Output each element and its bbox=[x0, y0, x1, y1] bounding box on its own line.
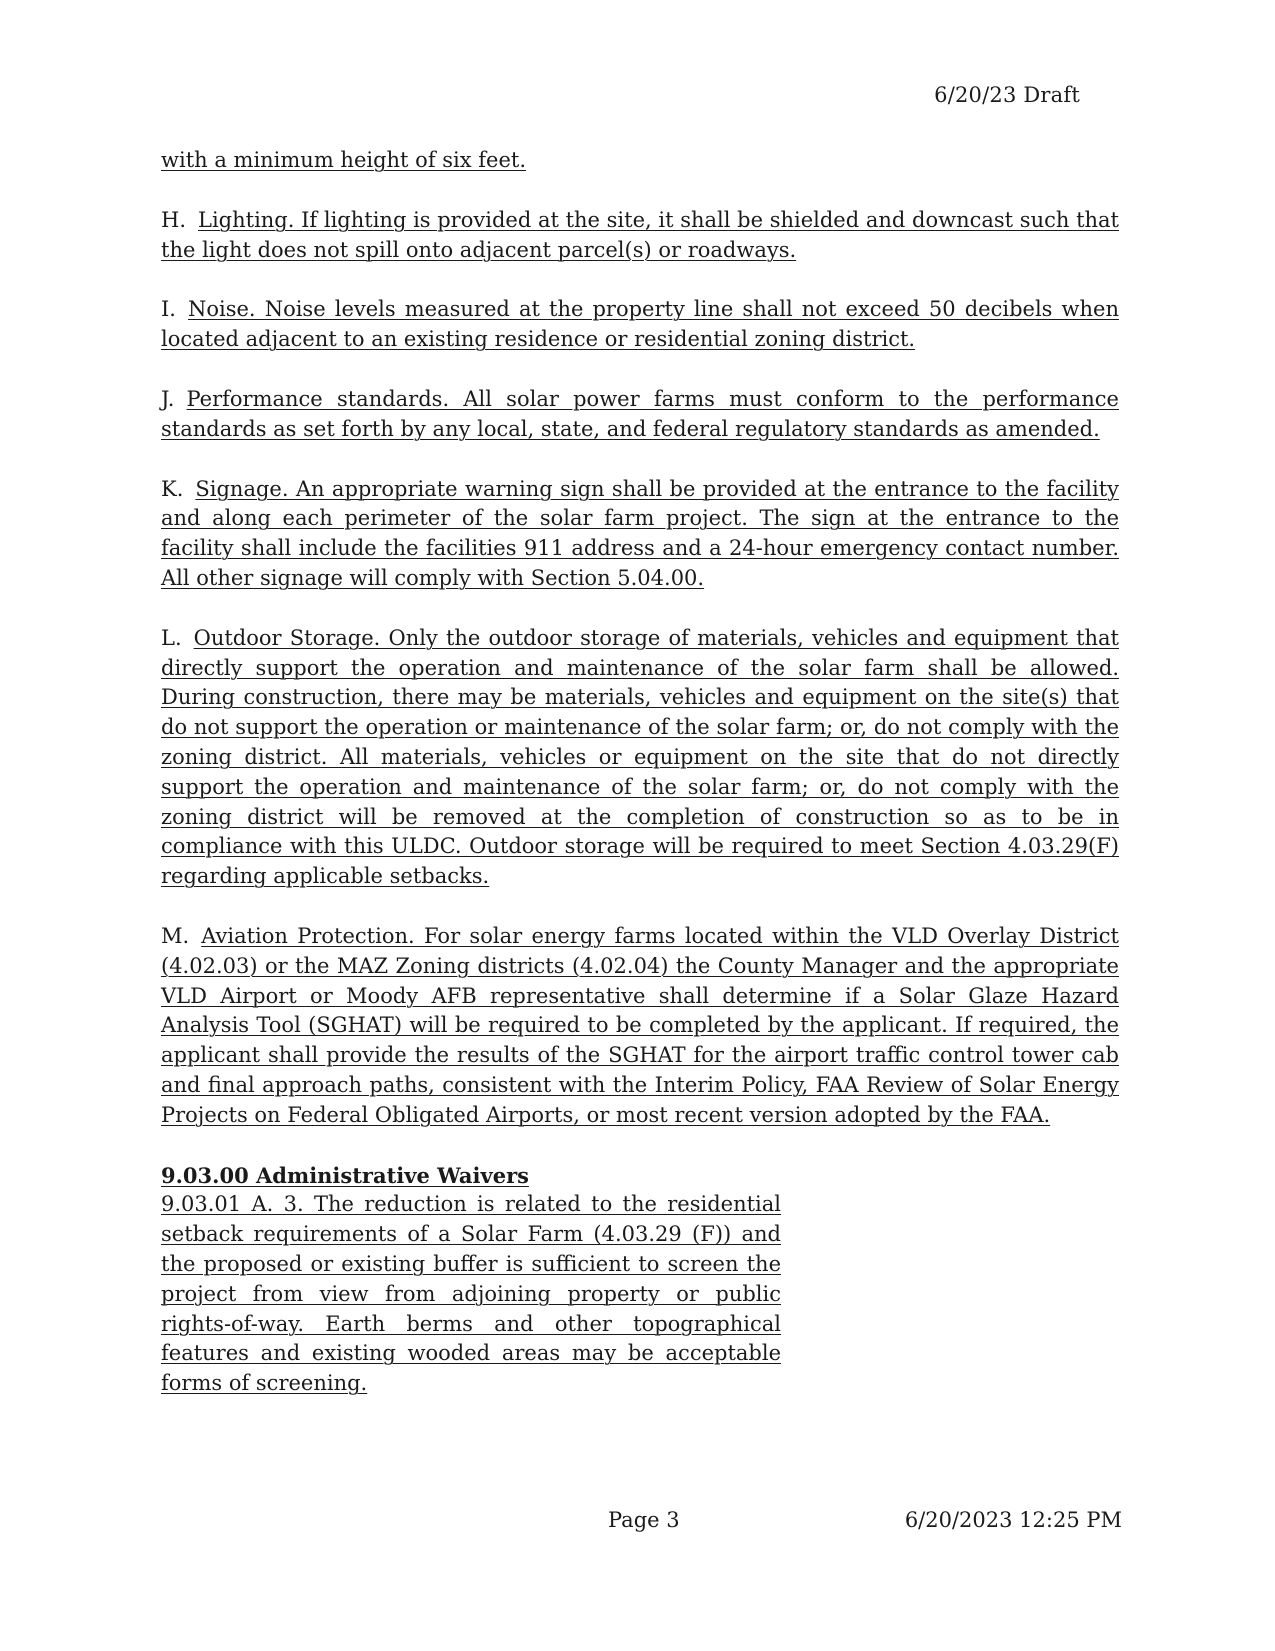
paragraph-j-performance bbox=[161, 385, 1119, 445]
waiver-text: 9.03.01 A. 3. The reduction is related to the residential setback requirements of a Solar Farm (4.03.29 (F)) and the proposed or existing buffer is sufficient to screen the project from view from adjoining property or public rights-of-way. Earth berms and other topographical features and existing wooded areas may be acceptable forms of screening. bbox=[161, 1192, 781, 1396]
paragraph-text: with a minimum height of six feet. bbox=[161, 148, 527, 172]
paragraph-text: Lighting. If lighting is provided at the site, it shall be shielded and downcast such that the light does not spill onto adjacent parcel(s) or roadways. bbox=[161, 207, 1119, 262]
page-number: Page 3 bbox=[608, 1508, 680, 1532]
paragraph-k-signage bbox=[161, 475, 1119, 594]
paragraph-m-aviation bbox=[161, 922, 1119, 1131]
paragraph-i-noise bbox=[161, 295, 1119, 355]
document-body bbox=[161, 146, 1119, 1399]
paragraph-letter: I. bbox=[161, 297, 176, 322]
paragraph-h-lighting bbox=[161, 206, 1119, 266]
paragraph-letter: M. bbox=[161, 923, 190, 948]
footer-timestamp: 6/20/2023 12:25 PM bbox=[904, 1508, 1122, 1532]
section-heading: 9.03.00 Administrative Waivers bbox=[161, 1162, 529, 1188]
paragraph-text: Outdoor Storage. Only the outdoor storage of materials, vehicles and equipment that directly support the operation and maintenance of the solar farm shall be allowed. During construction, there may be materials, vehicles and equipment on the site(s) that do not support the operation or maintenance of the solar farm; or, do not comply with the zoning district. All materials, vehicles or equipment on the site that do not directly support the operation and maintenance of the solar farm; or, do not comply with the zoning district will be removed at the completion of construction so as to be in compliance with this ULDC. Outdoor storage will be required to meet Section 4.03.29(F) regarding applicable setbacks. bbox=[161, 625, 1119, 889]
paragraph-text: Noise. Noise levels measured at the property line shall not exceed 50 decibels when located adjacent to an existing residence or residential zoning district. bbox=[161, 297, 1119, 352]
paragraph-letter: H. bbox=[161, 207, 186, 232]
waiver-paragraph bbox=[161, 1190, 781, 1399]
paragraph-continuation bbox=[161, 146, 1119, 176]
paragraph-text: Aviation Protection. For solar energy farms located within the VLD Overlay District (4.02.03) or the MAZ Zoning districts (4.02.04) the County Manager and the appropriate VLD Airport or Moody AFB representative shall determine if a Solar Glaze Hazard Analysis Tool (SGHAT) will be required to be completed by the applicant. If required, the applicant shall provide the results of the SGHAT for the airport traffic control tower cab and final approach paths, consistent with the Interim Policy, FAA Review of Solar Energy Projects on Federal Obligated Airports, or most recent version adopted by the FAA. bbox=[161, 923, 1119, 1127]
paragraph-text: Performance standards. All solar power farms must conform to the performance standards as set forth by any local, state, and federal regulatory standards as amended. bbox=[161, 386, 1119, 441]
paragraph-letter: J. bbox=[161, 386, 175, 411]
paragraph-letter: K. bbox=[161, 476, 184, 501]
paragraph-text: Signage. An appropriate warning sign shall be provided at the entrance to the facility and along each perimeter of the solar farm project. The sign at the entrance to the facility shall include the facilities 911 address and a 24-hour emergency contact number. All other signage will comply with Section 5.04.00. bbox=[161, 476, 1119, 590]
draft-date-label: 6/20/23 Draft bbox=[934, 83, 1080, 107]
paragraph-l-outdoor-storage bbox=[161, 624, 1119, 892]
paragraph-letter: L. bbox=[161, 625, 182, 650]
